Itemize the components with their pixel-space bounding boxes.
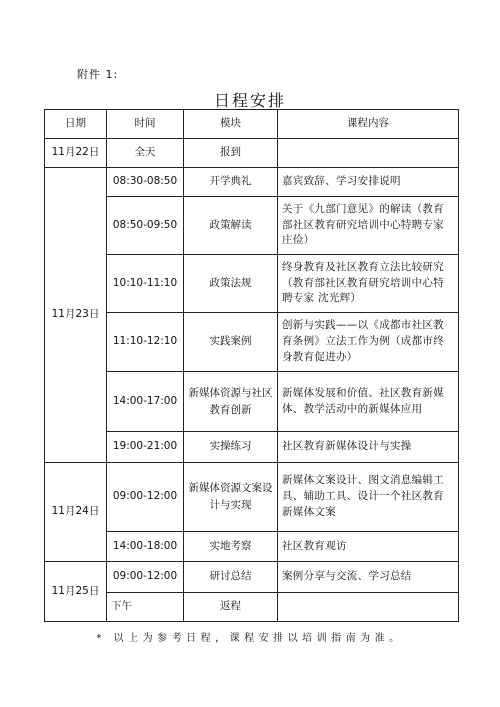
- content-cell: 新媒体发展和价值、社区教育新媒体、教学活动中的新媒体应用: [278, 372, 459, 432]
- table-row: [45, 255, 459, 313]
- header-time: 时间: [107, 110, 184, 139]
- module-cell: 政策解读: [184, 197, 278, 255]
- time-cell: 10:10-11:10: [107, 255, 184, 313]
- table-row: [45, 593, 459, 622]
- time-cell: 11:10-12:10: [107, 313, 184, 372]
- table-row: [45, 432, 459, 463]
- time-cell: 09:00-12:00: [107, 562, 184, 593]
- table-row: [45, 532, 459, 562]
- table-row: [45, 313, 459, 372]
- module-cell: 新媒体资源文案设计与实现: [184, 463, 278, 532]
- time-cell: 全天: [107, 139, 184, 168]
- module-cell: 实践案例: [184, 313, 278, 372]
- date-cell: 11月23日: [45, 168, 107, 463]
- module-cell: 研讨总结: [184, 562, 278, 593]
- time-cell: 08:30-08:50: [107, 168, 184, 197]
- module-cell: 返程: [184, 593, 278, 622]
- content-cell: 终身教育及社区教育立法比较研究（教育部社区教育研究培训中心特聘专家 沈光辉）: [278, 255, 459, 313]
- module-cell: 开学典礼: [184, 168, 278, 197]
- table-row: [45, 139, 459, 168]
- time-cell: 09:00-12:00: [107, 463, 184, 532]
- module-cell: 实地考察: [184, 532, 278, 562]
- content-cell: 关于《九部门意见》的解读（教育部社区教育研究培训中心特聘专家 庄俭）: [278, 197, 459, 255]
- content-cell: 新媒体文案设计、图文消息编辑工具、辅助工具、设计一个社区教育新媒体文案: [278, 463, 459, 532]
- header-date: 日期: [45, 110, 107, 139]
- table-row: [45, 372, 459, 432]
- date-cell: 11月24日: [45, 463, 107, 562]
- table-row: [45, 168, 459, 197]
- module-cell: 新媒体资源与社区教育创新: [184, 372, 278, 432]
- time-cell: 14:00-17:00: [107, 372, 184, 432]
- content-cell: 社区教育新媒体设计与实操: [278, 432, 459, 463]
- module-cell: 政策法规: [184, 255, 278, 313]
- header-module: 模块: [184, 110, 278, 139]
- table-row: [45, 562, 459, 593]
- content-cell: 嘉宾致辞、学习安排说明: [278, 168, 459, 197]
- footnote: * 以上为参考日程，课程安排以培训指南为准。: [96, 633, 404, 644]
- module-cell: 实操练习: [184, 432, 278, 463]
- page-title: 日程安排: [213, 91, 286, 110]
- table-row: [45, 197, 459, 255]
- attachment-label: 附件 1:: [77, 68, 119, 81]
- content-cell: [278, 593, 459, 622]
- schedule-table: [44, 109, 459, 622]
- content-cell: 创新与实践——以《成都市社区教育条例》立法工作为例（成都市终身教育促进办）: [278, 313, 459, 372]
- date-cell: 11月25日: [45, 562, 107, 622]
- time-cell: 08:50-09:50: [107, 197, 184, 255]
- header-content: 课程内容: [278, 110, 459, 139]
- time-cell: 19:00-21:00: [107, 432, 184, 463]
- content-cell: 案例分享与交流、学习总结: [278, 562, 459, 593]
- time-cell: 14:00-18:00: [107, 532, 184, 562]
- table-row: [45, 463, 459, 532]
- module-cell: 报到: [184, 139, 278, 168]
- table-header-row: [45, 110, 459, 139]
- content-cell: 社区教育观访: [278, 532, 459, 562]
- time-cell: 下午: [107, 593, 184, 622]
- content-cell: [278, 139, 459, 168]
- date-cell: 11月22日: [45, 139, 107, 168]
